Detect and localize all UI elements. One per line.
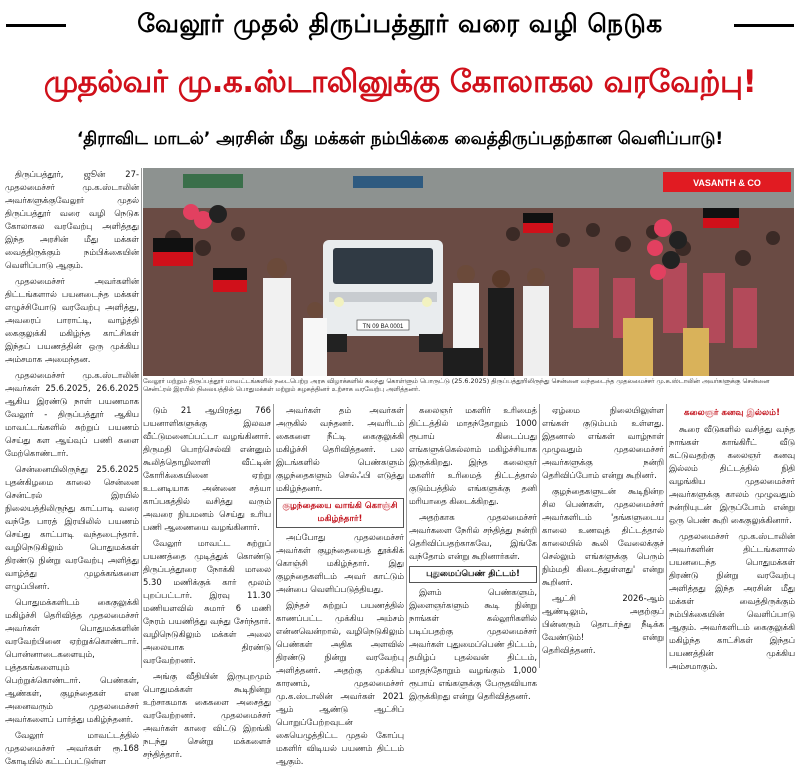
sub-headline: ‘திராவிட மாடல்’ அரசின் மீது மக்கள் நம்பிக்கை வைத்திருப்பதற்கான வெளிப்பாடு! [76, 129, 724, 149]
article-column-1 [5, 168, 139, 766]
subheading: புதுமைப்பெண் திட்டம்! [409, 566, 537, 583]
paragraph: அங்கு வீதியின் இருபுறமும் பொதுமக்கள் கூடிநின்று உற்சாகமாக கைகளை அசைத்து வரவேற்றனர். முதலமைச்சர் அவர்கள் காரை விட்டு இறங்கி நடந்து சென்று மக்களைச் சந்தித்தார். [143, 671, 271, 759]
article-column-5 [542, 404, 664, 668]
kicker-headline: வேலூர் முதல் திருப்பத்தூர் வரை வழி நெடுக [137, 8, 663, 38]
banner-text: VASANTH & CO [693, 178, 761, 188]
paragraph: கலைஞர் மகளிர் உரிமைத் திட்டத்தில் மாதந்தோறும் 1000 ரூபாய் கிடைப்பது எங்களுக்கெல்லாம் மகிழ்ச்சியாக இருக்கிறது. இந்த கலைஞர் மகளிர் உரிமைத் திட்டத்தால் குடும்பத்தில் எங்களுக்கு தனி மரியாதை கிடைக்கிறது. [409, 405, 537, 506]
article-column-4 [409, 404, 537, 701]
column-divider [666, 404, 667, 668]
paragraph: சென்னையிலிருந்து 25.6.2025 புதன்கிழமை காலை சென்னை சென்ட்ரல் இரயில் நிலையத்திலிருந்து காட்பாடி வரை வந்தே பாரத் இரயிலில் பயணம் செய்து காட்பாடி வந்தடைந்தார். வழிநெடுகிலும் பொதுமக்கள் திரண்டு நின்று வரவேற்பு அளித்து வாழ்த்து முழக்கங்களை எழுப்பினர். [5, 464, 139, 591]
paragraph: திருப்பத்தூர், ஜூன் 27- முதலமைச்சர் மு.க.ஸ்டாலின் அவர்களுக்குவேலூர் முதல் திருப்பத்தூர் வரை வழி நெடுக கோலாகல வரவேற்பு அளித்தது இந்த அரசின் மீது மக்கள் வைத்திருக்கும் நம்பிக்கையின் வெளிப்பாடு ஆகும். [5, 169, 139, 270]
article-column-3 [276, 404, 404, 766]
kicker-rule-right [734, 24, 794, 27]
news-photo-crowd [143, 168, 794, 376]
article-column-2 [143, 404, 271, 759]
column-divider [406, 404, 407, 668]
paragraph: அதற்காக முதலமைச்சர் அவர்களை நேரில் சந்தித்து நன்றி தெரிவிப்பதற்காகவே, இங்கே வந்தோம் என்று கூறினார்கள். [409, 512, 537, 561]
column-divider [273, 404, 274, 668]
photo-caption: வேலூர் மற்றும் திருப்பத்தூர் மாவட்டங்களில் நடைபெற்ற அரசு விழாக்களில் கலந்து கொள்ளும் பொருட்டு (25.6.2025) திருப்பத்தூரிலிருந்து சென்னை வந்தடைந்த முதலமைச்சர் மு.க.ஸ்டாலின் அவர்களுக்கு சென்னை சென்ட்ரல் இரயில் நிலையத்தில் பொதுமக்கள் மற்றும் கழகத்தினர் உற்சாக வரவேற்பு அளித்தனர். [143, 377, 770, 393]
paragraph: ஏழ்மை நிலையிலுள்ள எங்கள் குடும்பம் உள்ளது. இதனால் எங்கள் வாழ்நாள் முழுவதும் முதலமைச்சர் அவர்களுக்கு நன்றி தெரிவிப்போம் என்று கூறினர். [542, 405, 664, 480]
column-divider [539, 404, 540, 668]
paragraph: டும் 21 ஆயிரத்து 766 பயனாளிகளுக்கு இலவச வீட்டுமனைப்பட்டா வழங்கினார். திருமதி பொற்செல்வி என்னும் கூலித்தொழிலாளி வீட்டின் கோரிக்கையினை ஏற்று உடனடியாக அன்னை சத்யா காப்பகத்தில் வசித்து வரும் அவரை நியமனம் செய்து உரிய பணி ஆணையை வழங்கினார். [143, 405, 271, 532]
column-divider [141, 168, 142, 668]
paragraph: குழந்தைகளுடன் கூடிநின்ற சில பெண்கள், முதலமைச்சர் அவர்களிடம் 'தங்களுடைய காலை உணவுத் திட்டத்தால் காலையில் கூலி வேலைக்குச் செல்லும் எங்களுக்கு பெரும் நிம்மதி கிடைத்துள்ளது' என்று கூறினர். [542, 486, 664, 587]
paragraph: முதலமைச்சர் அவர்களின் திட்டங்களால் பயனடைந்த மக்கள் எழுச்சியோடு வரவேற்பு அளித்து, அவரைப் பாராட்டி, வாழ்த்தி கைகுலுக்கி மகிழ்ந்த காட்சிகள் இந்தப் பயணத்தின் ஒரு முக்கிய அம்சமாக அமைந்தன. [5, 276, 139, 364]
car-plate: TN 09 BA 0001 [362, 324, 404, 330]
subheading: குழந்தையை வாங்கி கொஞ்சி மகிழ்ந்தார்! [276, 498, 404, 528]
article-column-6 [669, 404, 795, 671]
paragraph: இந்தச் சுற்றுப் பயணத்தில் காணப்பட்ட முக்கிய அம்சம் என்னவென்றால், வழிநெடுகிலும் பெண்கள் அதிக அளவில் திரண்டு நின்று வரவேற்பு அளித்தனர். அதற்கு முக்கிய காரணம், முதலமைச்சர் மு.க.ஸ்டாலின் அவர்கள் 2021 ஆம் ஆண்டு ஆட்சிப் பொறுப்பேற்றவுடன் கையெழுத்திட்ட முதல் கோப்பு மகளிர் விடியல் பயணம் திட்டம் ஆகும். [276, 600, 404, 766]
subheading: கலைஞர் கனவு இல்லம்! [684, 408, 780, 418]
paragraph: முதலமைச்சர் மு.க.ஸ்டாலின் அவர்கள் 25.6.2025, 26.6.2025 ஆகிய இரண்டு நாள் பயணமாக வேலூர் - திருப்பத்தூர் ஆகிய மாவட்டங்களில் சுற்றுப் பயணம் செய்து கள ஆய்வுப் பணி களை மேற்கொண்டார். [5, 370, 139, 458]
paragraph: அப்போது முதலமைச்சர் அவர்கள் குழந்தையைத் தூக்கிக் கொஞ்சி மகிழ்ந்தார். இது குழந்தைகளிடம் அவர் காட்டும் அன்பை வெளிப்படுத்தியது. [276, 532, 404, 594]
paragraph: பொதுமக்களிடம் கைகுலுக்கி மகிழ்ச்சி தெரிவித்த முதலமைச்சர் அவர்கள் பொதுமக்களின் வரவேற்பினை ஏற்றுக்கொண்டார். பொன்னாடைகளையும், புத்தகங்களையும் பெற்றுக்கொண்டார். பெண்கள், ஆண்கள், குழந்தைகள் என அனைவரும் முதலமைச்சர் அவர்களைப் பார்த்து மகிழ்ந்தனர். [5, 597, 139, 724]
paragraph: அவர்கள் தம் அவர்கள் அருகில் வந்தனர். அவரிடம் கைகளை நீட்டி கைகுலுக்கி மகிழ்ச்சி தெரிவித்தனர். பல இடங்களில் பெண்களும் குழந்தைகளும் செல்ஃபி எடுத்து மகிழ்ந்தனர். [276, 405, 404, 493]
paragraph: கூரை வீடுகளில் வசித்து வந்த நாங்கள் காங்கிரீட் வீடு கட்டுவதற்கு கலைஞர் கனவு இல்லம் திட்டத்தில் நிதி வழங்கிய முதலமைச்சர் அவர்களுக்கு காலம் முழுவதும் நன்றியுடன் இருப்போம் என்று ஒரு பெண் கூறி கைகுலுக்கினார். [669, 424, 795, 525]
main-headline: முதல்வர் மு.க.ஸ்டாலினுக்கு கோலாகல வரவேற்பு! [43, 64, 757, 100]
paragraph: வேலூர் மாவட்டத்தில் முதலமைச்சர் அவர்கள் ரூ.168 கோடியில் கட்டப்பட்டுள்ள [5, 730, 139, 766]
paragraph: வேலூர் மாவட்ட சுற்றுப் பயணத்தை முடித்துக் கொண்டு திருப்பத்தூரை நோக்கி மாலை 5.30 மணிக்குக் கார் மூலம் புறப்பட்டார். இரவு 11.30 மணியளவில் சுமார் 6 மணி நேரம் பயணித்து வந்து சேர்ந்தார். வழிநெடுகிலும் மக்கள் அலை அலையாக திரண்டு வரவேற்றனர். [143, 538, 271, 665]
kicker-rule-left [6, 24, 66, 27]
paragraph: இளம் பெண்களும், இளைஞர்களும் கூடி நின்று நாங்கள் கல்லூரிகளில் படிப்பதற்கு முதலமைச்சர் அவர்கள் புதுமைப்பெண் திட்டம், தமிழ்ப் புதல்வன் திட்டம், மாதந்தோறும் வழங்கும் 1,000 ரூபாய் எங்களுக்கு பேருதவியாக இருக்கிறது என்று தெரிவித்தனர். [409, 587, 537, 701]
paragraph: முதலமைச்சர் மு.க.ஸ்டாலின் அவர்களின் திட்டங்களால் பயனடைந்த பொதுமக்கள் திரண்டு நின்று வரவேற்பு அளித்தது இந்த அரசின் மீது மக்கள் வைத்திருக்கும் நம்பிக்கையின் வெளிப்பாடு ஆகும். அவர்களிடம் கைகுலுக்கி மகிழ்ந்த காட்சிகள் இந்தப் பயணத்தின் முக்கிய அம்சமாகும். [669, 531, 795, 671]
paragraph: ஆட்சி 2026-ஆம் ஆண்டிலும், அதற்குப் பின்னரும் தொடர்ந்து நீடிக்க வேண்டும்! என்று தெரிவித்தனர். [542, 593, 664, 655]
